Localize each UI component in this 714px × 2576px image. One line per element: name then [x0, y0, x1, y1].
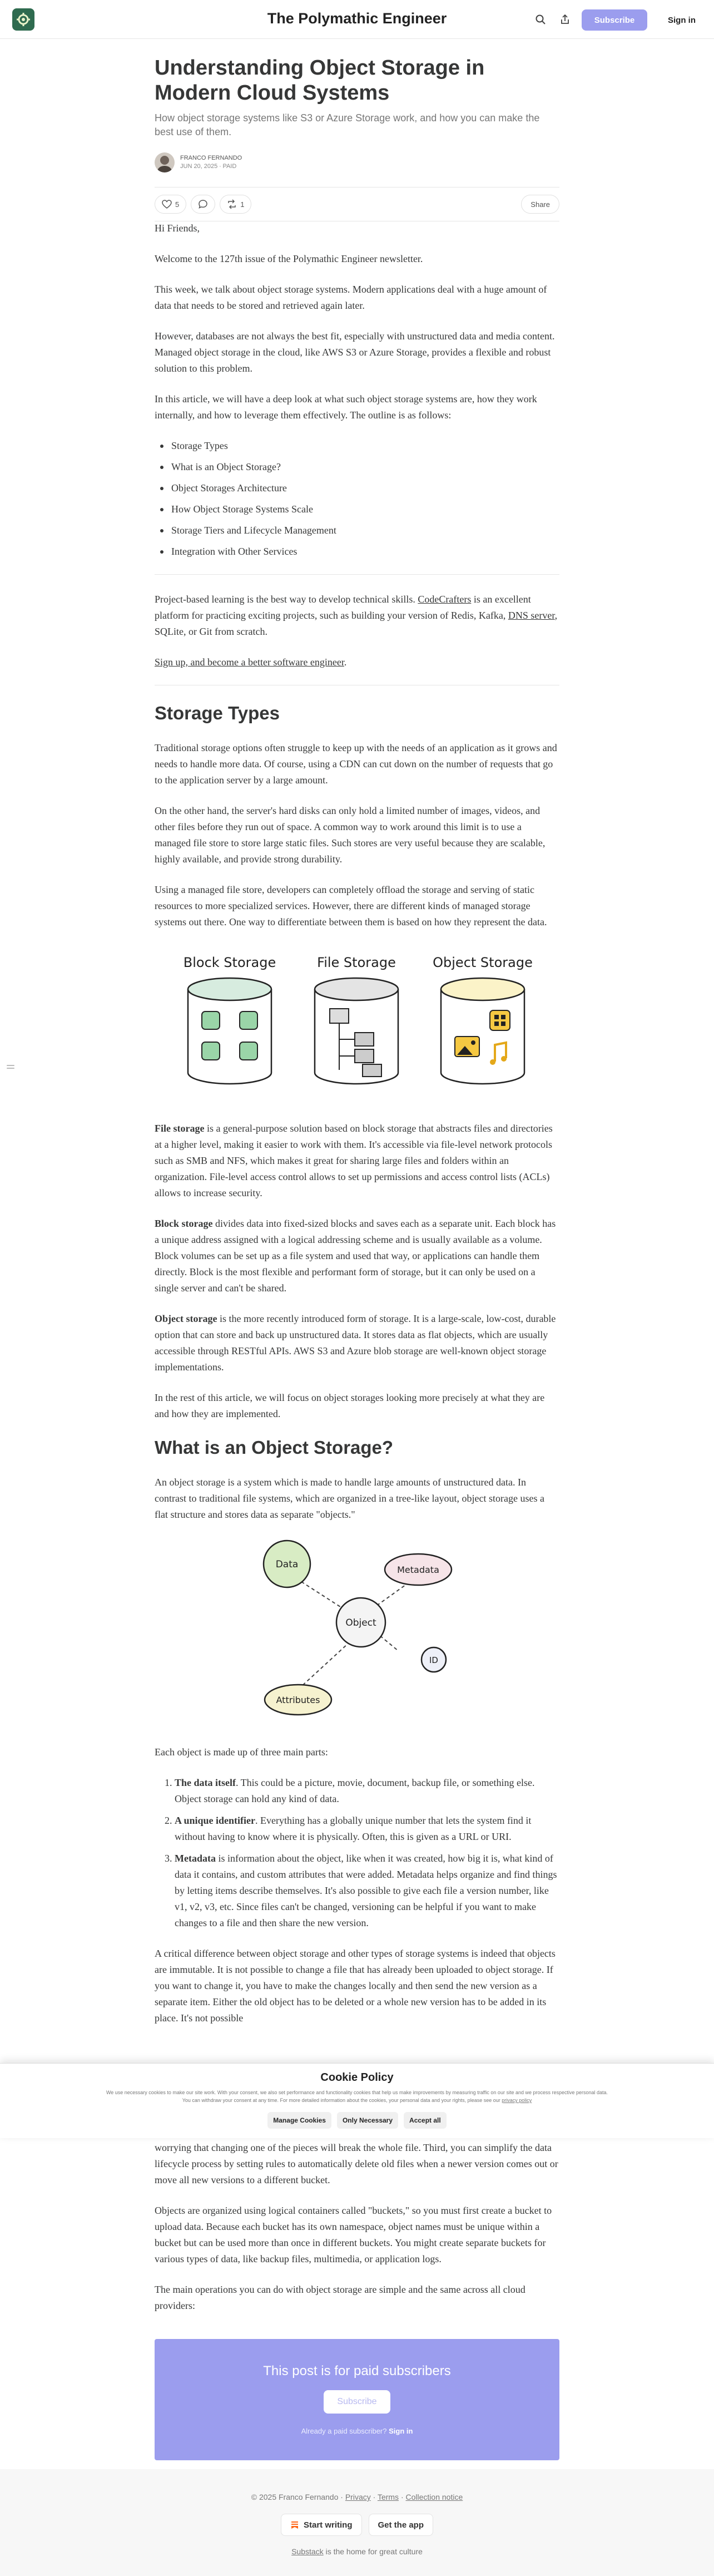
paywall-box: [155, 2339, 559, 2460]
object-part-item: [175, 1775, 559, 1807]
id-node-label: ID: [429, 1655, 438, 1665]
privacy-policy-link[interactable]: privacy policy: [502, 2098, 532, 2103]
term: A unique identifier: [175, 1815, 256, 1826]
restack-icon: [227, 199, 237, 209]
codecrafters-link[interactable]: CodeCrafters: [418, 594, 472, 605]
body-paragraph: Using a managed file store, developers can completely offload the storage and serving of static resources to more specialized services. However, there are different kinds of managed storage systems out there. One way to differentiate between them is based on how they represent the data.: [155, 884, 547, 927]
get-app-button[interactable]: Get the app: [369, 2514, 434, 2536]
object-node-label: Object: [345, 1617, 376, 1628]
side-menu-handle[interactable]: [7, 1065, 14, 1072]
collection-notice-link[interactable]: Collection notice: [405, 2493, 463, 2501]
outline-item: Object Storages Architecture: [155, 480, 559, 496]
byline: FRANCO FERNANDO JUN 20, 2025 ∙ PAID: [155, 152, 559, 172]
term: File storage: [155, 1123, 205, 1134]
post-title: Understanding Object Storage in Modern Cloud Systems: [155, 56, 485, 105]
cookie-title: Cookie Policy: [320, 2071, 394, 2084]
signup-period: .: [344, 657, 347, 668]
author-avatar[interactable]: [155, 152, 175, 172]
substack-link[interactable]: Substack: [291, 2547, 324, 2556]
term-description: divides data into fixed-sized blocks and saves each as a separate unit. Each block has a unique address assigned with a logical addressing scheme and is usually available as a volume. Block volumes can be set up as a file system and used that way, or applications can handle them directly. Block is the most flexible and performant form of storage, but it can only be used on a single server and can't be shared.: [155, 1218, 556, 1294]
section-heading: What is an Object Storage?: [155, 1437, 394, 1458]
attributes-node-label: Attributes: [276, 1695, 320, 1705]
body-paragraph: In the rest of this article, we will focus on object storages looking more precisely at what they are and how they are implemented.: [155, 1392, 545, 1419]
share-icon[interactable]: [558, 13, 572, 26]
body-paragraph: worrying that changing one of the pieces will break the whole file. Third, you can simplify the data lifecycle process by setting rules to automatically delete old files when a newer version comes out or move all new versions to a different bucket.: [155, 2142, 558, 2185]
post-action-bar: [155, 187, 559, 221]
comment-button[interactable]: [191, 195, 215, 214]
post-body-continued: [155, 2140, 559, 2328]
accept-all-button[interactable]: Accept all: [404, 2112, 447, 2129]
body-paragraph: Objects are organized using logical containers called "buckets," so you must first create a bucket to upload data. Because each bucket has its own namespace, object names must be unique within a bucket but can be used more than once in different buckets. You might create separate buckets for various types of data, like backup files, multimedia, or application logs.: [155, 2205, 552, 2264]
footer: [0, 2469, 714, 2576]
promo-text: Project-based learning is the best way to develop technical skills.: [155, 594, 418, 605]
outline-item: How Object Storage Systems Scale: [155, 501, 559, 517]
object-structure-diagram[interactable]: [155, 1537, 559, 1730]
body-paragraph: An object storage is a system which is made to handle large amounts of unstructured data. In contrast to traditional file systems, which are organized in a tree-like layout, object storage uses a flat structure and stores data as separate "objects.": [155, 1477, 544, 1520]
like-count: 5: [175, 200, 180, 209]
object-storage-cylinder-icon: [441, 978, 524, 1084]
like-button[interactable]: [155, 195, 186, 214]
post-date: JUN 20, 2025: [180, 163, 218, 170]
footer-tagline: is the home for great culture: [323, 2547, 423, 2556]
term-description: is the more recently introduced form of storage. It is a large-scale, low-cost, durable option that can store and back up unstructured data. It stores data as flat objects, which are usually accessible through RESTful APIs. AWS S3 and Azure blob storage are well-known object storage implementations.: [155, 1313, 556, 1373]
cookie-text: [7, 2089, 707, 2104]
signup-link[interactable]: Sign up, and become a better software engineer: [155, 657, 344, 668]
metadata-node-label: Metadata: [397, 1565, 439, 1575]
object-storage-paragraph: [155, 1311, 559, 1375]
post-subtitle: How object storage systems like S3 or Azure Storage work, and how you can make the best use of them.: [155, 112, 540, 137]
cookie-banner: [0, 2063, 714, 2138]
restack-count: 1: [240, 200, 245, 209]
term: The data itself: [175, 1777, 236, 1788]
restack-button[interactable]: [220, 195, 251, 214]
signup-paragraph: [155, 654, 559, 670]
body-paragraph: Traditional storage options often struggle to keep up with the needs of an application as it grows and needs to handle more data. Of course, using a CDN can cut down on the number of requests that go to the application server by a large amount.: [155, 742, 557, 786]
term: Block storage: [155, 1218, 213, 1229]
object-part-item: [175, 1813, 559, 1845]
body-paragraph: On the other hand, the server's hard disks can only hold a limited number of images, videos, and other files before they run out of space. A common way to work around this limit is to use a managed file store to store large static files. Such stores are very useful because they are scalable, highly available, and provide strong durability.: [155, 805, 546, 865]
storage-types-figure[interactable]: [155, 945, 559, 1106]
only-necessary-button[interactable]: Only Necessary: [337, 2112, 398, 2129]
block-storage-paragraph: [155, 1216, 559, 1296]
figure-label-file: File Storage: [317, 955, 396, 970]
site-title[interactable]: The Polymathic Engineer: [267, 10, 447, 27]
paywall-subscribe-button[interactable]: Subscribe: [324, 2390, 390, 2414]
terms-link[interactable]: Terms: [377, 2493, 399, 2501]
separator: ·: [370, 2493, 378, 2501]
body-paragraph: Each object is made up of three main parts:: [155, 1746, 328, 1758]
term-description: . This could be a picture, movie, document, backup file, or something else. Object storage can hold any kind of data.: [175, 1777, 535, 1804]
file-storage-cylinder-icon: [315, 978, 398, 1084]
promo-text: is an excellent platform for practicing exciting projects, such as building your version of Redis, Kafka,: [155, 594, 531, 621]
term-description: . Everything has a globally unique number that lets the system find it without having to know where it is physically. Often, this is given as a URL or URI.: [175, 1815, 532, 1842]
term: Metadata: [175, 1853, 216, 1864]
manage-cookies-button[interactable]: Manage Cookies: [267, 2112, 331, 2129]
cookie-text-line: You can withdraw your consent at any time. For more detailed information about the cookies, your personal data and your rights, please see our: [182, 2098, 502, 2103]
paywall-title: This post is for paid subscribers: [263, 2363, 451, 2378]
intro-paragraph: Welcome to the 127th issue of the Polymathic Engineer newsletter.: [155, 253, 423, 264]
separator: ·: [399, 2493, 406, 2501]
sign-in-link[interactable]: Sign in: [668, 15, 696, 25]
intro-paragraph: In this article, we will have a deep look at what such object storage systems are, how they work internally, and how to leverage them effectively. The outline is as follows:: [155, 393, 537, 421]
subscribe-button[interactable]: Subscribe: [582, 9, 647, 31]
substack-icon: [290, 2520, 299, 2529]
data-node-label: Data: [275, 1559, 299, 1570]
access-badge: PAID: [222, 163, 237, 170]
share-button[interactable]: Share: [521, 195, 559, 214]
promo-text: , SQLite, or Git from scratch.: [155, 610, 558, 637]
body-paragraph: A critical difference between object storage and other types of storage systems is indeed that objects are immutable. It is not possible to change a file that has already been uploaded to object storage. If you want to change it, you have to make the changes locally and then send the new version as a separate item. Either the old object has to be deleted or a whole new version has to be added in its place. It's not possible: [155, 1948, 556, 2024]
copyright: © 2025 Franco Fernando ·: [251, 2493, 345, 2501]
post-body: [155, 220, 559, 2041]
term-description: is information about the object, like when it was created, how big it is, what kind of data it contains, and custom attributes that were added. Metadata helps organize and find things by letting items describe themselves. It's also possible to give each file a version number, like v1, v2, v3, etc. Since files can't be changed, versioning can be helpful if you want to make changes to a file and then share the new version.: [175, 1853, 557, 1928]
start-writing-button[interactable]: [281, 2514, 362, 2536]
intro-paragraph: This week, we talk about object storage systems. Modern applications deal with a huge amount of data that needs to be stored and retrieved again later.: [155, 284, 547, 311]
outline-list: [155, 438, 559, 560]
author-name[interactable]: FRANCO FERNANDO: [180, 155, 242, 161]
promo-paragraph: [155, 591, 559, 640]
object-parts-list: [155, 1775, 559, 1931]
term-description: is a general-purpose solution based on block storage that abstracts files and directories at a higher level, making it easier to work with them. It's accessible via file-level network protocols such as SMB and NFS, which makes it great for sharing large files and folders within an organization. File-level access control allows to set up permissions and access control lists (ACLs) allows to increase security.: [155, 1123, 553, 1198]
section-heading: Storage Types: [155, 703, 280, 723]
post-header: [155, 56, 559, 221]
heart-icon: [162, 200, 172, 209]
body-paragraph: The main operations you can do with object storage are simple and the same across all cloud providers:: [155, 2284, 525, 2311]
outline-item: Storage Types: [155, 438, 559, 454]
object-part-item: [175, 1850, 559, 1931]
greeting: Hi Friends,: [155, 223, 200, 234]
outline-item: What is an Object Storage?: [155, 459, 559, 475]
comment-icon: [198, 199, 208, 209]
figure-label-block: Block Storage: [183, 955, 276, 970]
dns-server-link[interactable]: DNS server: [508, 610, 555, 621]
search-icon[interactable]: [534, 13, 547, 26]
intro-paragraph: However, databases are not always the best fit, especially with unstructured data and media content. Managed object storage in the cloud, like AWS S3 or Azure Storage, provides a flexible and robust solution to this problem.: [155, 330, 555, 374]
block-storage-cylinder-icon: [188, 978, 271, 1084]
cookie-text-line: We use necessary cookies to make our site work. With your consent, we also set performance and functionality cookies that help us make improvements by measuring traffic on our site and we process respective personal data.: [106, 2090, 608, 2095]
top-navbar: [0, 0, 714, 39]
term: Object storage: [155, 1313, 217, 1324]
figure-label-object: Object Storage: [433, 955, 533, 970]
file-storage-paragraph: [155, 1121, 559, 1201]
paywall-sign-in-link[interactable]: Sign in: [389, 2427, 413, 2435]
outline-item: Storage Tiers and Lifecycle Management: [155, 522, 559, 539]
divider: [155, 574, 559, 575]
start-writing-label: Start writing: [303, 2520, 353, 2530]
outline-item: Integration with Other Services: [155, 544, 559, 560]
paywall-already-text: Already a paid subscriber?: [301, 2427, 389, 2435]
privacy-link[interactable]: Privacy: [345, 2493, 371, 2501]
